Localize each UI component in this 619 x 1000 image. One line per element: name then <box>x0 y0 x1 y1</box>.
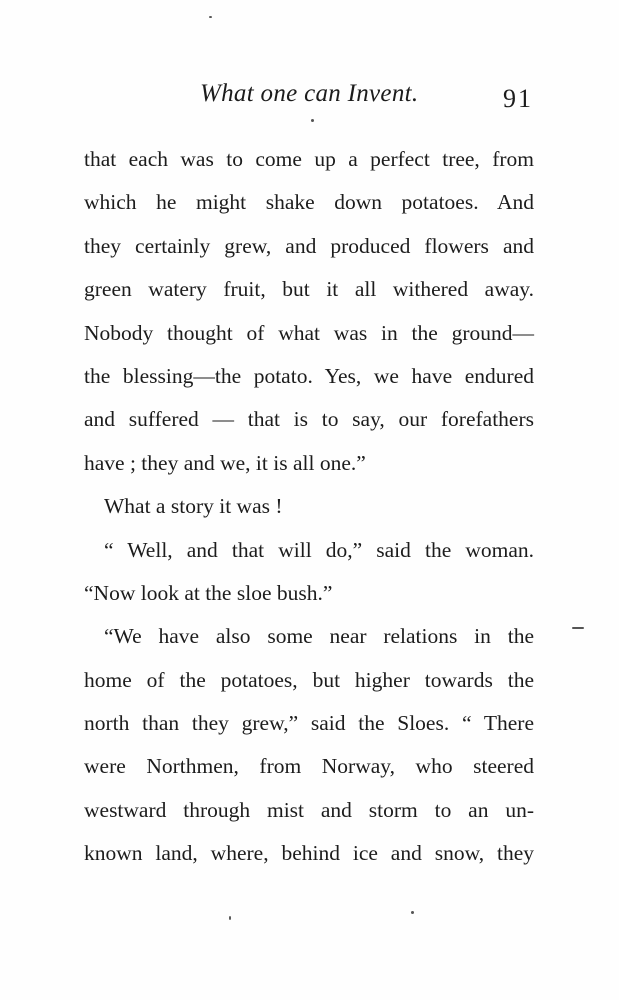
text-line: What a story it was ! <box>104 494 283 519</box>
text-line: they certainly grew, and produced flowers and <box>84 233 534 258</box>
text-line: north than they grew,” said the Sloes. “ There <box>84 711 534 736</box>
text-line: “We have also some near relations in the <box>104 624 534 649</box>
text-line: home of the potatoes, but higher towards the <box>84 667 534 692</box>
text-line: green watery fruit, but it all withered away. <box>84 277 534 302</box>
text-line: have ; they and we, it is all one.” <box>84 450 366 475</box>
text-line: were Northmen, from Norway, who steered <box>84 754 534 779</box>
text-line: which he might shake down potatoes. And <box>84 190 534 215</box>
ink-speck <box>311 119 314 122</box>
ink-speck <box>209 16 212 18</box>
body-text <box>84 138 534 876</box>
ink-speck <box>572 627 584 629</box>
text-line: that each was to come up a perfect tree, from <box>84 147 534 171</box>
text-line: westward through mist and storm to an un- <box>84 797 534 822</box>
text-line: and suffered — that is to say, our forefathers <box>84 407 534 432</box>
text-line: “Now look at the sloe bush.” <box>84 580 333 605</box>
ink-speck <box>229 916 231 920</box>
text-line: the blessing—the potato. Yes, we have endured <box>84 363 534 388</box>
page-header <box>0 80 619 120</box>
text-line: “ Well, and that will do,” said the woman. <box>104 537 534 562</box>
text-line: known land, where, behind ice and snow, they <box>84 841 534 866</box>
page-number: 91 <box>503 84 533 113</box>
ink-speck <box>411 911 414 914</box>
running-title: What one can Invent. <box>200 80 419 107</box>
text-line: Nobody thought of what was in the ground— <box>84 320 534 345</box>
